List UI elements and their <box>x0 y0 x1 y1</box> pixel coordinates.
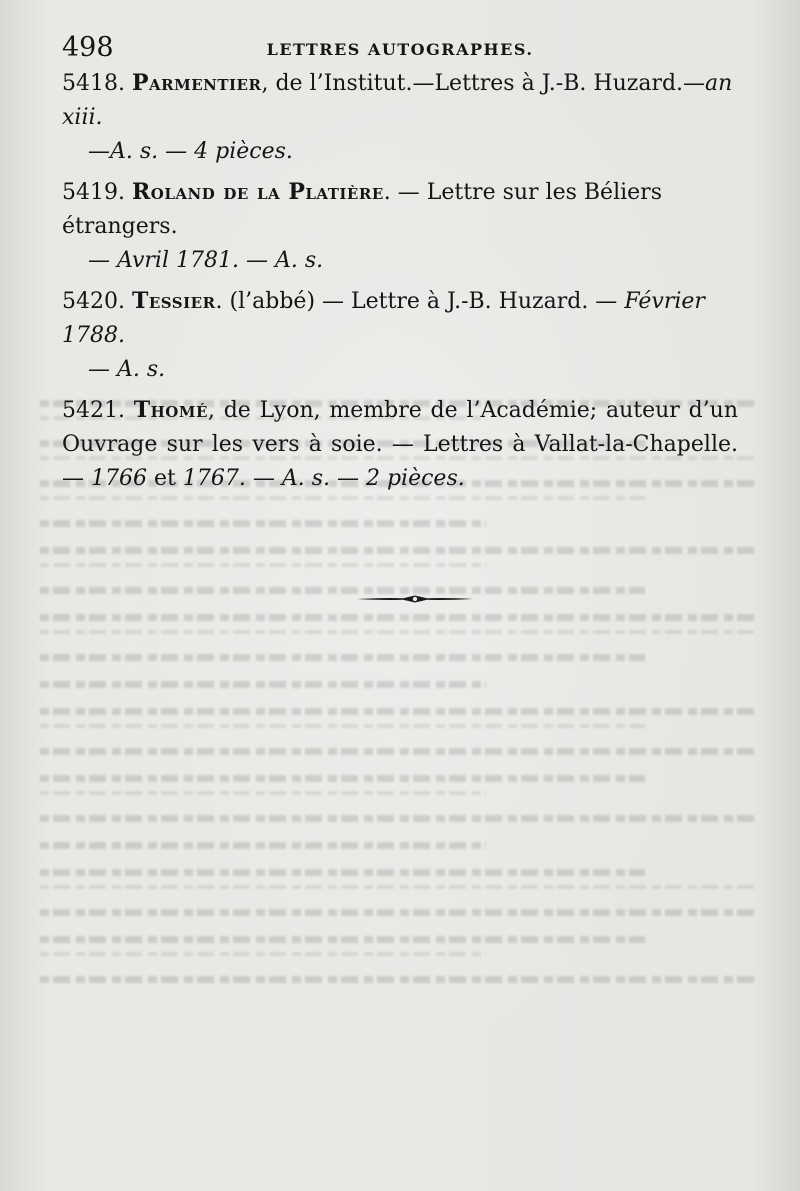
entry-meta: — A. s. — 2 pièces. <box>245 466 465 491</box>
entry-text: , de l’Institut.—Lettres à J.-B. Huzard.— <box>261 71 706 96</box>
catalog-entry-5419 <box>62 175 738 278</box>
entry-date: — Avril 1781. <box>88 248 239 273</box>
catalog-entry-5418 <box>62 66 738 169</box>
entry-text: , de Lyon, membre de l’Académie; auteur d’un Ouvrage sur les vers à soie. — Lettres à Vallat-la-Chapelle. — <box>62 398 738 491</box>
entry-text: . — Lettre sur les Béliers étrangers. <box>62 180 662 239</box>
entry-name: Thomé <box>133 397 208 423</box>
entry-name: Roland de la Platière <box>131 179 384 205</box>
catalog-entry-5421 <box>62 393 738 496</box>
entry-text: . (l’abbé) — Lettre à J.-B. Huzard. — <box>215 289 625 314</box>
entry-number: 5418. <box>62 71 125 96</box>
entry-date: an xiii. <box>62 71 733 130</box>
entry-name: Parmentier <box>131 70 262 96</box>
entry-number: 5419. <box>62 180 125 205</box>
page-number: 498 <box>62 32 114 63</box>
catalog-entry-5420 <box>62 284 738 387</box>
ornamental-divider <box>355 592 475 606</box>
running-title: LETTRES AUTOGRAPHES. <box>266 40 534 59</box>
page-header <box>62 32 738 68</box>
entry-number: 5420. <box>62 289 125 314</box>
entry-meta: — A. s. <box>88 357 166 382</box>
entry-name: Tessier <box>131 288 216 314</box>
entry-date: 1766 <box>91 466 147 491</box>
entry-meta: — A. s. <box>238 248 324 273</box>
catalog-entries <box>62 66 738 502</box>
entry-meta: —A. s. — 4 pièces. <box>88 139 293 164</box>
entry-date: Février 1788. <box>62 289 705 348</box>
entry-date-second: 1767. <box>182 466 246 491</box>
entry-number: 5421. <box>62 398 125 423</box>
entry-text-connector: et <box>147 466 183 491</box>
